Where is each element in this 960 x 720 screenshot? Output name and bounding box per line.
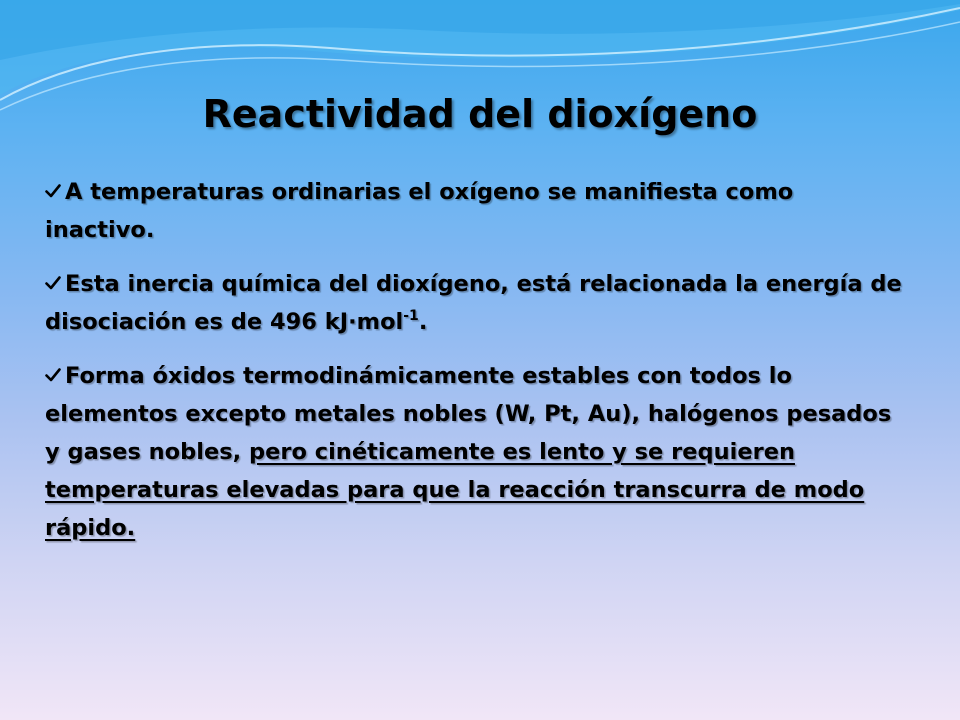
exponent: -1: [403, 308, 419, 324]
bullet-text: Esta inercia química del dioxígeno, está relacionada la energía de disociación es de 496 kJ·mol: [45, 271, 902, 335]
bullet-text: A temperaturas ordinarias el oxígeno se manifiesta como inactivo.: [45, 179, 794, 243]
bullet-text: Forma óxidos termodinámicamente estables con todos lo elementos excepto metales nobles (W, Pt, Au), halógenos pesados y gases nobles,: [45, 363, 892, 465]
bullet-item: [45, 357, 905, 547]
check-icon: [45, 265, 63, 303]
bullet-item: [45, 173, 905, 249]
check-icon: [45, 173, 63, 211]
bullet-list: [45, 173, 905, 563]
check-icon: [45, 357, 63, 395]
bullet-text-end: .: [418, 309, 428, 335]
slide-title: Reactividad del dioxígeno: [202, 92, 758, 136]
bullet-item: [45, 265, 905, 341]
underlined-text: pero cinéticamente es lento y se requieren temperaturas elevadas para que la reacción transcurra de modo rápido.: [45, 439, 865, 541]
